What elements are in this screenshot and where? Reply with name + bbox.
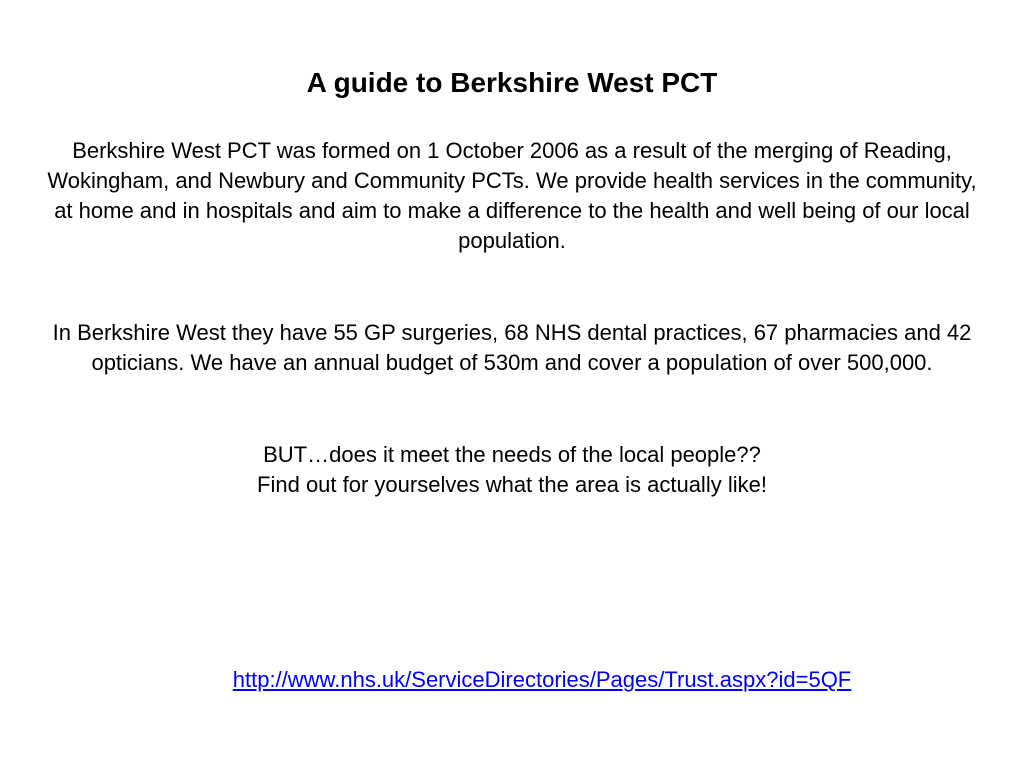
question-line-2: Find out for yourselves what the area is actually like! — [257, 472, 767, 497]
slide-title: A guide to Berkshire West PCT — [306, 67, 718, 98]
nhs-trust-link[interactable]: http://www.nhs.uk/ServiceDirectories/Pages/Trust.aspx?id=5QF — [232, 667, 852, 692]
intro-paragraph: Berkshire West PCT was formed on 1 October 2006 as a result of the merging of Reading, Wokingham, and Newbury and Community PCTs. We provide health services in the community, at home and in hospitals and aim to make a difference to the health and well being of our local population. — [47, 138, 977, 253]
facts-paragraph: In Berkshire West they have 55 GP surgeries, 68 NHS dental practices, 67 pharmacies and 42 opticians. We have an annual budget of 530m and cover a population of over 500,000. — [52, 320, 972, 375]
question-paragraph — [40, 440, 984, 500]
link-container — [0, 665, 1024, 695]
question-line-1: BUT…does it meet the needs of the local people?? — [263, 442, 761, 467]
